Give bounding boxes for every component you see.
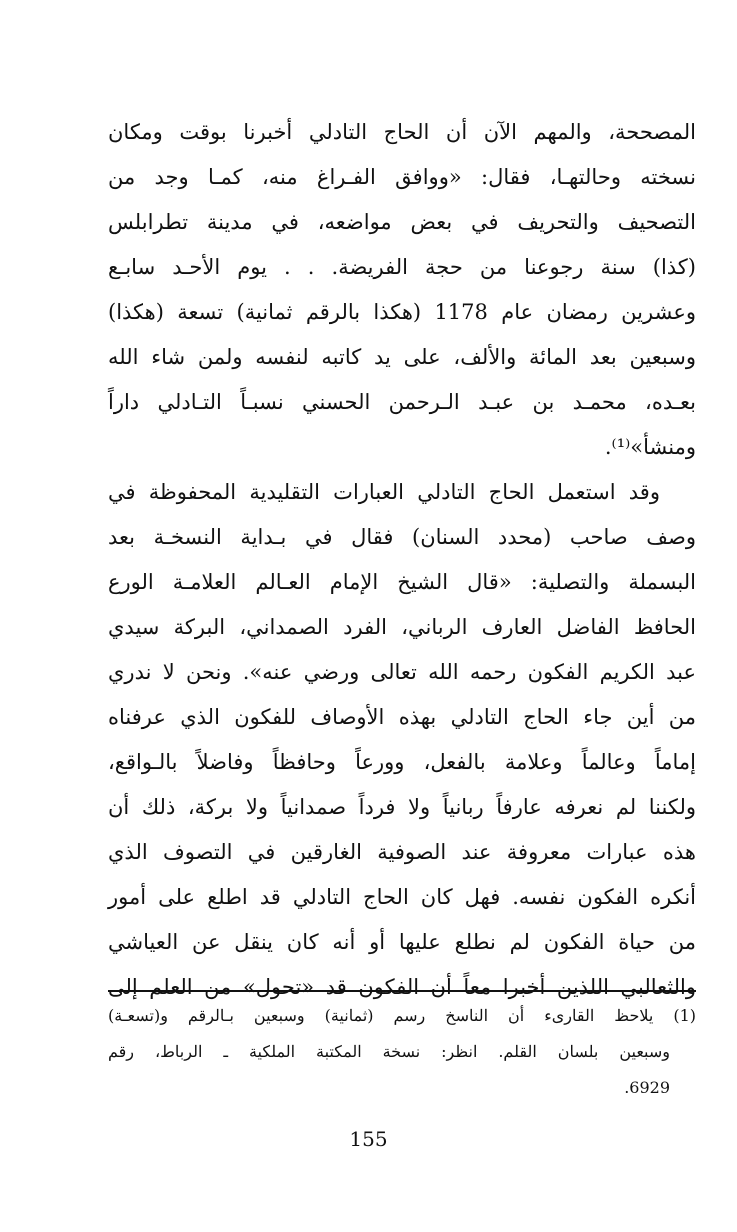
footnote-line: وسبعين بلسان القلم. انظر: نسخة المكتبة الملكية ـ الرباط، رقم: [108, 1042, 670, 1061]
paragraph-2: [108, 470, 696, 1010]
main-text: [108, 110, 696, 1010]
text-line: البسملة والتصلية: «قال الشيخ الإمام العـالم العلامـة الورع: [108, 570, 696, 594]
text-line: التصحيف والتحريف في بعض مواضعه، في مدينة تطرابلس: [108, 210, 696, 234]
text-line: الحافظ الفاضل العارف الرباني، الفرد الصمداني، البركة سيدي: [108, 615, 696, 639]
text-line: هذه عبارات معروفة عند الصوفية الغارقين في التصوف الذي: [108, 840, 696, 864]
text-line: من أين جاء الحاج التادلي بهذه الأوصاف للفكون الذي عرفناه: [108, 705, 696, 729]
footnote-divider: [108, 990, 696, 992]
text-line: وسبعين بعد المائة والألف، على يد كاتبه لنفسه ولمن شاء الله: [108, 345, 696, 369]
text-line: أنكره الفكون نفسه. فهل كان الحاج التادلي قد اطلع على أمور: [108, 885, 696, 909]
text-line: ومنشأ»⁽¹⁾.: [604, 435, 696, 459]
text-line: من حياة الفكون لم نطلع عليها أو أنه كان ينقل عن العياشي: [108, 930, 696, 954]
text-line: وعشرين رمضان عام 1178 (هكذا بالرقم ثمانية) تسعة (هكذا): [108, 300, 697, 324]
text-line: إماماً وعالماً وعلامة بالفعل، وورعاً وحافظاً وفاضلاً بالـواقع،: [108, 750, 696, 774]
page-number: 155: [349, 1127, 388, 1151]
text-line: وقد استعمل الحاج التادلي العبارات التقليدية المحفوظة في: [108, 480, 660, 504]
text-line: المصححة، والمهم الآن أن الحاج التادلي أخبرنا بوقت ومكان: [108, 120, 696, 144]
text-line: عبد الكريم الفكون رحمه الله تعالى ورضي عنه». ونحن لا ندري: [108, 660, 696, 684]
text-line: والثعالبي اللذين أخبرا معاً أن الفكون قد «تحول» من العلم إلى: [108, 975, 696, 999]
text-line: ولكننا لم نعرفه عارفاً ربانياً ولا فرداً صمدانياً ولا بركة، ذلك أن: [108, 795, 696, 819]
text-line: وصف صاحب (محدد السنان) فقال في بـداية النسخـة بعد: [108, 525, 696, 549]
footnotes: [108, 998, 696, 1106]
footnote-line: 6929.: [624, 1078, 670, 1097]
footnote-line: (1) يلاحظ القارىء أن الناسخ رسم (ثمانية) وسبعين بـالرقم و(تسعـة): [108, 1006, 696, 1025]
text-line: (كذا) سنة رجوعنا من حجة الفريضة. . . يوم الأحـد سابـع: [108, 255, 696, 279]
text-line: بعـده، محمـد بن عبـد الـرحمن الحسني نسبـاً التـادلي داراً: [108, 390, 696, 414]
text-line: نسخته وحالتهـا، فقال: «ووافق الفـراغ منه، كمـا وجد من: [108, 165, 696, 189]
paragraph-1: [108, 110, 696, 470]
